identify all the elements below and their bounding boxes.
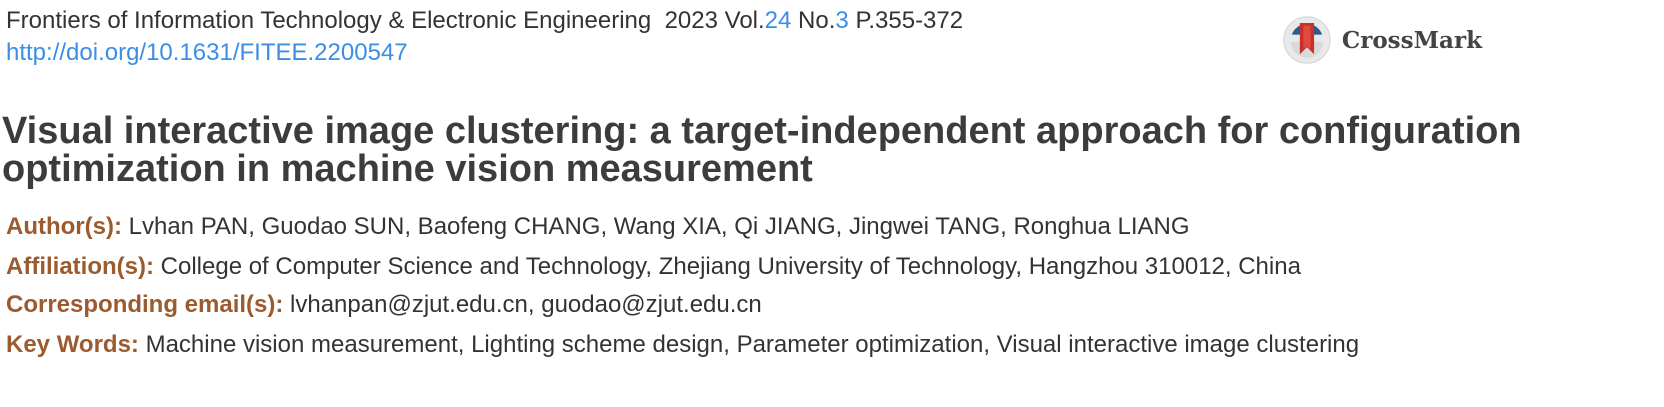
page-range: P.355-372 [855, 7, 964, 34]
email-row [6, 290, 762, 320]
affiliation-value: College of Computer Science and Technology, Zhejiang University of Technology, Hangzhou 310012, China [160, 253, 1301, 280]
authors-value: Lvhan PAN, Guodao SUN, Baofeng CHANG, Wang XIA, Qi JIANG, Jingwei TANG, Ronghua LIANG [128, 213, 1190, 240]
issue-prefix: No. [798, 7, 836, 34]
journal-citation [6, 6, 963, 36]
affiliation-row [6, 252, 1301, 282]
authors-label: Author(s): [6, 213, 122, 240]
article-title: Visual interactive image clustering: a target-independent approach for configuration optimization in machine vision measurement [2, 110, 1522, 190]
authors-row [6, 212, 1190, 242]
keywords-value: Machine vision measurement, Lighting scheme design, Parameter optimization, Visual interactive image clustering [145, 331, 1360, 358]
volume-prefix: Vol. [724, 7, 765, 34]
keywords-row [6, 330, 1359, 360]
email-value[interactable]: lvhanpan@zjut.edu.cn, guodao@zjut.edu.cn [290, 291, 762, 318]
email-label: Corresponding email(s): [6, 291, 284, 318]
crossmark-label: CrossMark [1341, 26, 1482, 54]
journal-year: 2023 [664, 7, 718, 34]
volume-number[interactable]: 24 [764, 7, 792, 34]
crossmark-badge[interactable] [1282, 12, 1482, 68]
journal-name: Frontiers of Information Technology & Electronic Engineering [6, 7, 652, 34]
affiliation-label: Affiliation(s): [6, 253, 154, 280]
keywords-label: Key Words: [6, 331, 139, 358]
crossmark-icon [1282, 12, 1332, 68]
doi-link[interactable]: http://doi.org/10.1631/FITEE.2200547 [6, 39, 408, 66]
issue-number[interactable]: 3 [835, 7, 849, 34]
